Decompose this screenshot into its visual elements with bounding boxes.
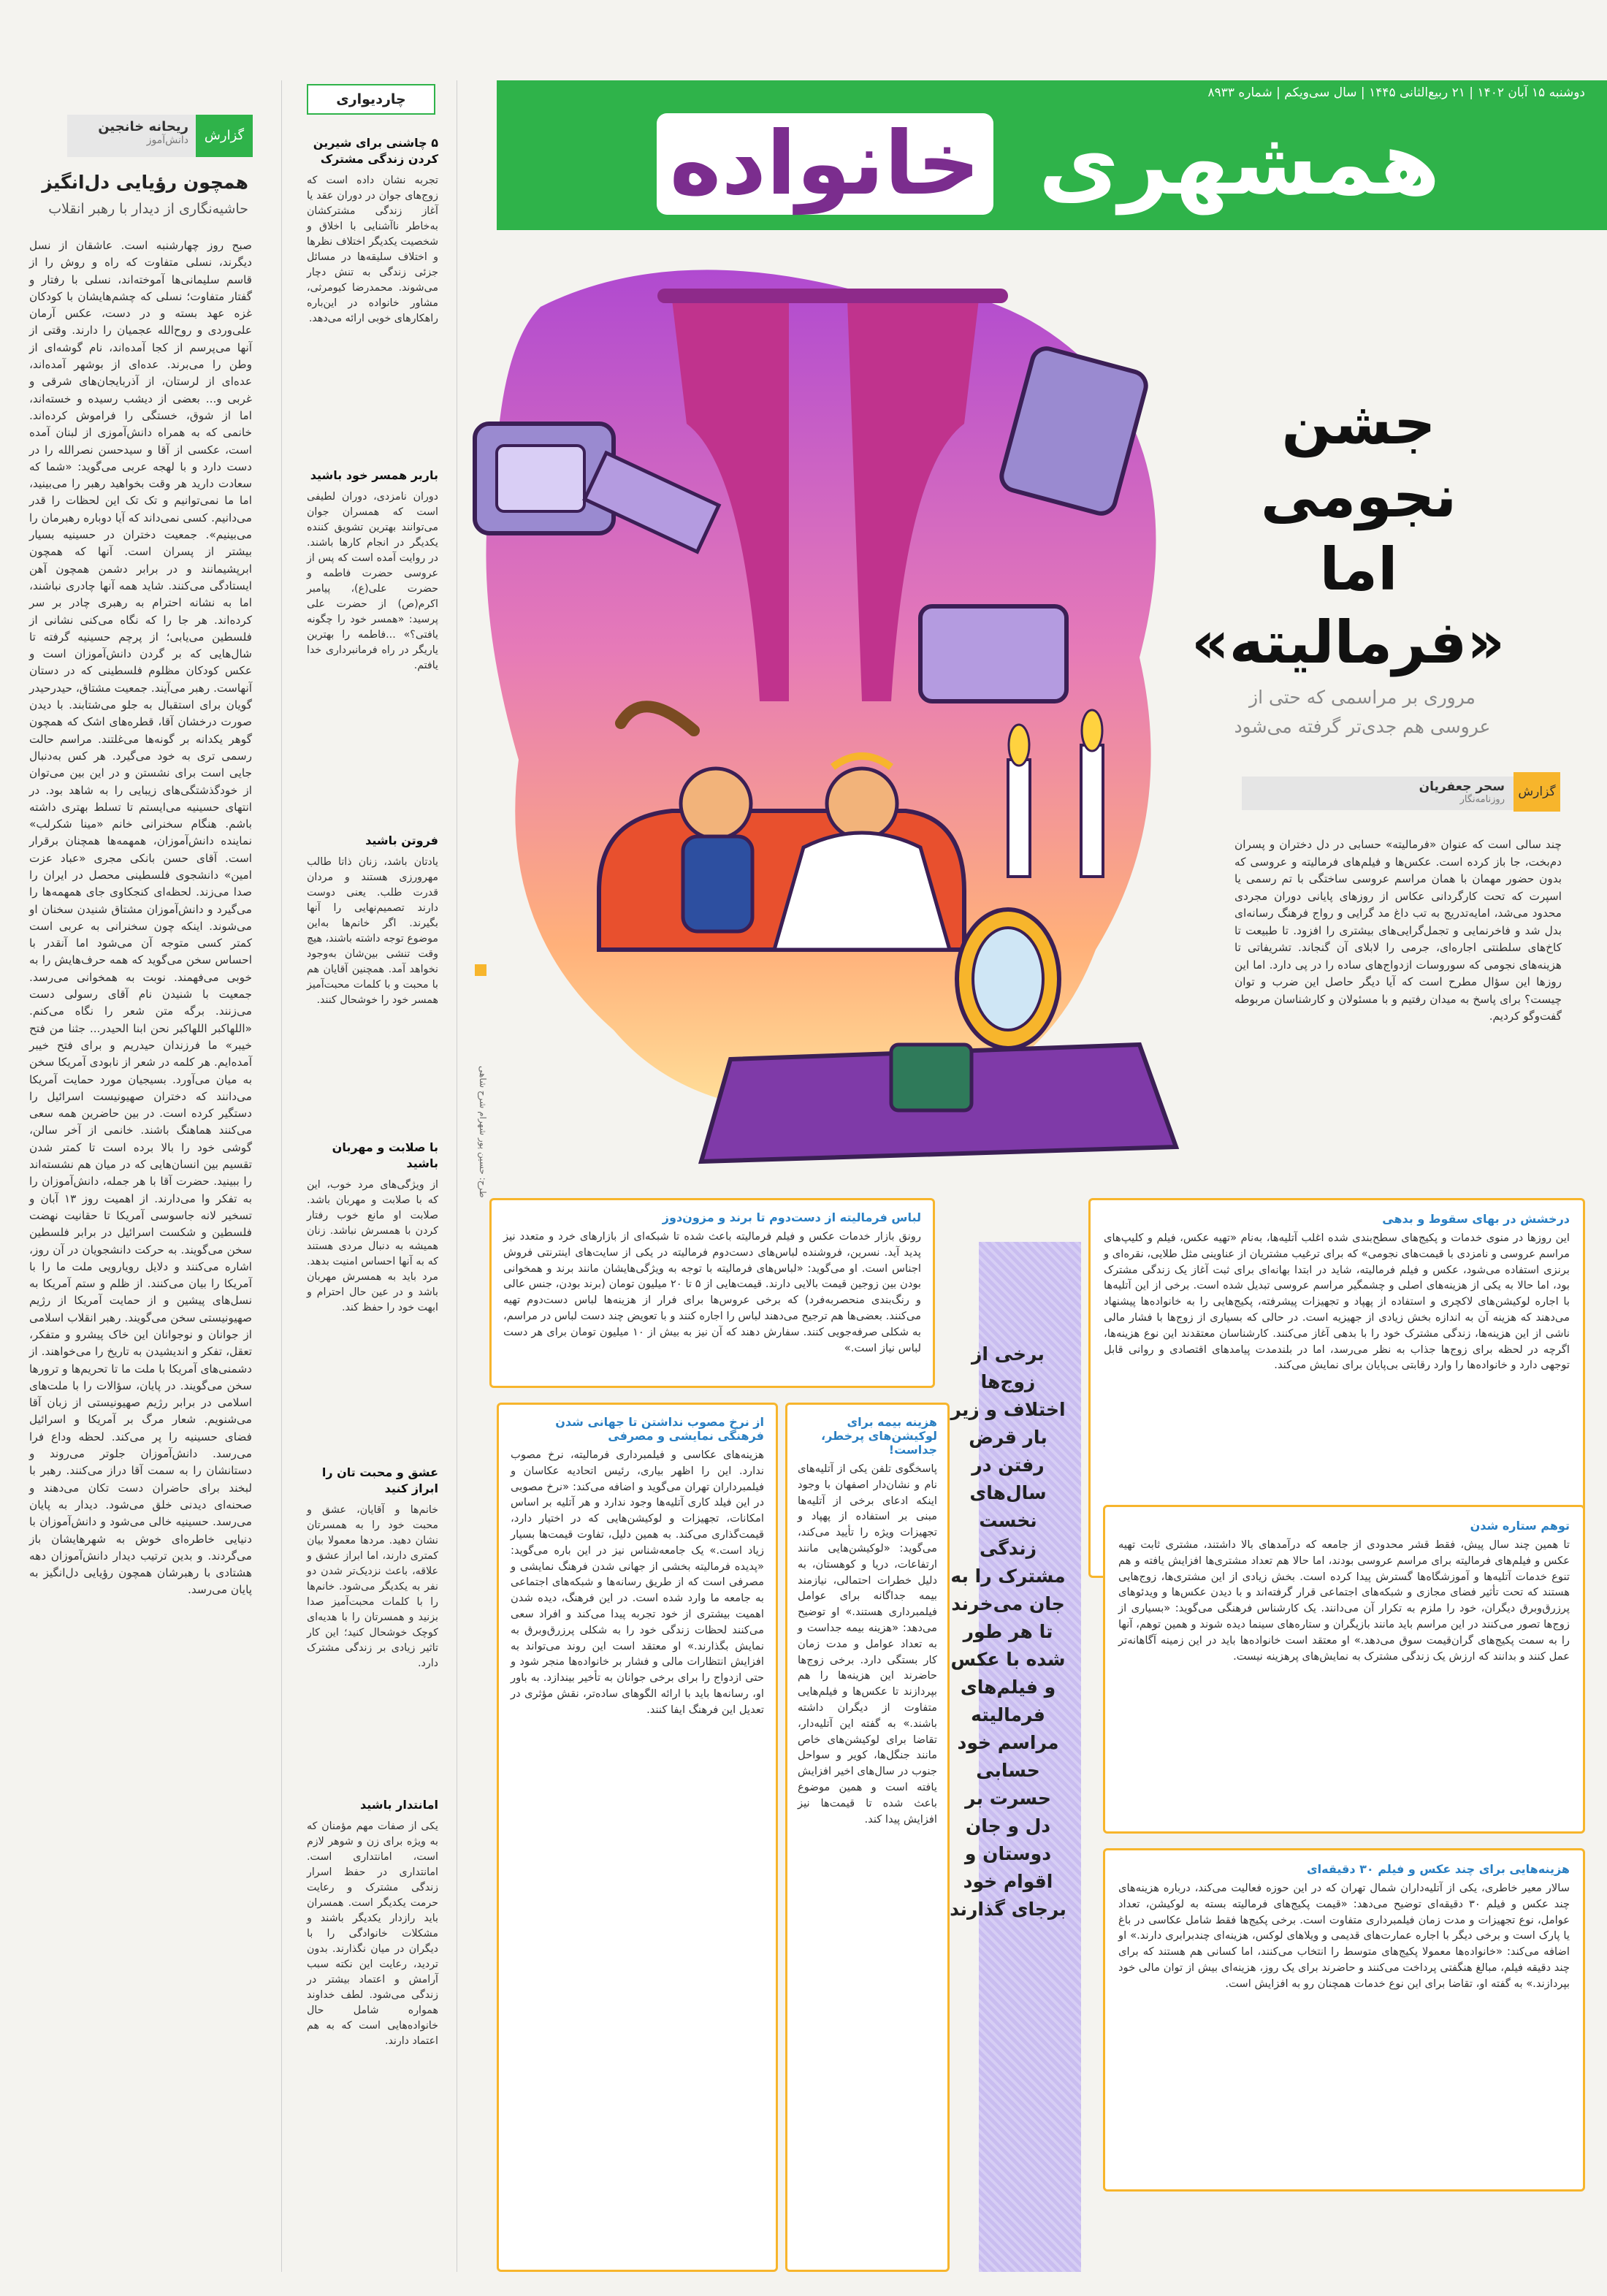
report-title: همچون رؤیایی دل‌انگیز (42, 172, 248, 193)
chardivari-item-body: خانم‌ها و آقایان، عشق و محبت خود را به همسرتان نشان دهید. مردها معمولا بیان کمتری دارند، اما ابراز عشق و علاقه، باعث نزدیک‌تر شدن دو نفر به یکدیگر می‌شود. خانم‌ها را با کلمات محبت‌آمیز صدا بزنید و همسرتان را با هدیه‌ای کوچک خوشحال کنید؛ این کار تاثیر زیادی بر زندگی مشترک دارد. (307, 1504, 438, 1669)
logo-word-khanevadeh: خانواده (657, 113, 993, 215)
bride-head (827, 768, 897, 839)
box-title: هزینه‌هایی برای چند عکس و فیلم ۳۰ دقیقه‌ای (1307, 1862, 1570, 1876)
box-title: لباس فرمالیته از دست‌دوم تا برند و مزون‌دوز (662, 1210, 921, 1224)
box-body: پاسخگوی تلفن یکی از آتلیه‌های نام و نشان‌دار اصفهان با وجود اینکه ادعای برخی از آتلیه‌ها مبنی بر استفاده از پهپاد و تجهیزات ویژه را تأیید می‌کند، می‌گوید: «لوکیشن‌هایی مانند ارتفاعات، دریا و کوهستان، به دلیل خطرات احتمالی، نیازمند بیمه جداگانه برای عوامل فیلمبرداری هستند.» او توضیح می‌دهد: «هزینه بیمه جداست و به تعداد عوامل و مدت زمان کار بستگی دارد. برخی زوج‌ها حاضرند این هزینه‌ها را هم بپردازند تا عکس‌ها و فیلم‌هایی متفاوت از دیگران داشته باشند.» به گفته این آتلیه‌دار، تقاضا برای لوکیشن‌های خاص مانند جنگل‌ها، کویر و سواحل جنوب در سال‌های اخیر افزایش یافته است و همین موضوع باعث شده تا قیمت‌ها نیز افزایش پیدا کند. (798, 1462, 937, 1826)
chardivari-item-body: تجربه نشان داده است که زوج‌های جوان در دوران عقد یا آغاز زندگی مشترکشان به‌خاطر ناآشنایی با اخلاق و شخصیت یکدیگر اختلاف نظرها و اختلاف سلیقه‌ها در مسائل جزئی زندگی به تنش دچار می‌شوند. محمدرضا کیومرثی، مشاور خانواده در این‌باره راهکارهای خوبی ارائه می‌دهد. (307, 175, 438, 324)
chardivari-item-title: با صلابت و مهربان باشید (332, 1140, 438, 1170)
box-hazineh-chand (1103, 1848, 1585, 2192)
column-divider (281, 80, 282, 2272)
report-author-role: دانش‌آموز (146, 134, 188, 146)
main-report-tag: گزارش (1514, 772, 1560, 812)
pull-quote-text: برخی از زوج‌ها اختلاف و زیر بار قرض رفتن در سال‌های نخست زندگی مشترک را به جان می‌خرند تا هر طور شده با عکس و فیلم‌های فرمالیته مراسم خود حسابی حسرت بر دل و جان دوستان و اقوام خود برجای گذارند (950, 1343, 1066, 1920)
illustration-credit: طرح: حسین پور شهرام شرح شاهی (478, 1066, 488, 1198)
main-byline (1242, 777, 1514, 810)
box-body: سالار معیر خاطری، یکی از آتلیه‌داران شمال تهران که در این حوزه فعالیت می‌کند، درباره هزینه‌های چند عکس و فیلم ۳۰ دقیقه‌ای توضیح می‌دهد: «قیمت پکیج‌های فرمالیته بسته به لوکیشن، تعداد عوامل، نوع تجهیزات و مدت زمان فیلمبرداری متفاوت است. برخی پکیج‌ها فقط شامل عکاسی در باغ یا پارک است و برخی دیگر با اجاره عمارت‌های قدیمی و ویلاهای لوکس، هزینه‌ای چندبرابری دارند.» او اضافه می‌کند: «خانواده‌ها معمولا پکیج‌های متوسط را انتخاب می‌کنند، اما کسانی هم هستند که برای چند دقیقه فیلم، مبالغ هنگفتی پرداخت می‌کنند و حاضرند برای یک روز، هزینه‌ای بیش از توان مالی خود بپردازند.» به گفته او، تقاضا برای این نوع خدمات همچنان رو به افزایش است. (1118, 1882, 1570, 1990)
report-subtitle: حاشیه‌نگاری از دیدار با رهبر انقلاب (48, 201, 248, 217)
report-tag: گزارش (196, 115, 253, 157)
box-title: درخشش در بهای سقوط و بدهی (1382, 1212, 1570, 1226)
main-body: چند سالی است که عنوان «فرمالیته» حسابی در دل دختران و پسران دم‌بخت، جا باز کرده است. عکس‌ها و فیلم‌های فرمالیته و عروسی که بدون حضور مهمان با همان مراسم عروسی ساختگی با تم رسمی یا اسپرت که تحت کارگردانی عکاس از روزهای پایانی دوران مجردی محدود می‌شد، امایه‌تدریج به تب داغ مد گرایی و رواج فرهنگ رسانه‌ای بدل شد و فاخرنمایی و تجمل‌گرایی‌های بیشتری را افزود. تا طبیعت تا کاخ‌های سلطنتی اجاره‌ای، جرمی را لابلای آن گنجاند. تشریفاتی تا هزینه‌های نجومی که سوروسات ازدواج‌های ساده را در پی دارد. اما این روزها این سؤال مطرح است که آیا دیگر حاصل این ضرب و توان چیست؟ برای پاسخ به میدان رفتیم و با مسئولان و کارشناسان مربوطه گفت‌وگو کردیم. (1234, 838, 1562, 1023)
main-lead: مروری بر مراسمی که حتی از عروسی هم جدی‌تر گرفته می‌شود (1234, 687, 1491, 737)
box-title: توهم ستاره شدن (1470, 1519, 1570, 1533)
chardivari-item-body: از ویژگی‌های مرد خوب، این که با صلابت و مهربان باشد. صلابت او مانع خوب رفتار کردن با همسرش نباشد. زنان همیشه به دنبال مردی هستند که به آنها احساس امنیت بدهد. مرد باید به همسرش مهربان باشد و در عین حال احترام و ابهت خود را حفظ کند. (307, 1179, 438, 1313)
mirror (957, 909, 1059, 1048)
chardivari-item (307, 1140, 438, 1316)
groom-suit (683, 836, 752, 931)
box-nerkh (497, 1403, 778, 2272)
report-byline (67, 115, 196, 157)
masthead-date: دوشنبه ۱۵ آبان ۱۴۰۲ | ۲۱ ربیع‌الثانی ۱۴۴۵ | سال سی‌ویکم | شماره ۸۹۳۳ (1207, 85, 1585, 100)
box-title: از نرخ مصوب نداشتن تا جهانی شدن فرهنگی نمایشی و مصرفی (555, 1415, 764, 1443)
groom-head (681, 768, 751, 839)
main-author-role: روزنامه‌نگار (1459, 794, 1505, 805)
chardivari-item (307, 833, 438, 1008)
chardivari-item-title: امانتدار باشید (360, 1798, 438, 1812)
box-body: هزینه‌های عکاسی و فیلمبرداری فرمالیته، نرخ مصوب ندارد. این را اظهر بیاری، رئیس اتحادیه عکاسان و فیلمبرداران تهران می‌گوید و اضافه می‌کند: «نرخ مصوبی در این فیلد کاری آتلیه‌ها وجود ندارد و هر آتلیه بر اساس امکانات، تجهیزات و لوکیشن‌هایی که در اختیار دارد، قیمت‌گذاری می‌کند. به همین دلیل، تفاوت قیمت‌ها بسیار زیاد است.» یک جامعه‌شناس نیز در این باره می‌گوید: «پدیده فرمالیته بخشی از جهانی شدن فرهنگ نمایشی و مصرفی است که از طریق رسانه‌ها و شبکه‌های اجتماعی به جامعه ما وارد شده است. در این فرهنگ، دیده شدن اهمیت بیشتری از خود تجربه پیدا می‌کند و افراد سعی می‌کنند لحظات زندگی خود را به شکلی پرزرق‌وبرق به نمایش بگذارند.» او معتقد است این روند می‌تواند به افزایش انتظارات مالی و فشار بر خانواده‌ها منجر شود و حتی ازدواج را برای برخی جوانان به تأخیر بیندازد. به باور او، رسانه‌ها باید با ارائه الگوهای ساده‌تر، نقش مؤثری در تعدیل این فرهنگ ایفا کنند. (511, 1449, 764, 1716)
box-lebas (489, 1198, 935, 1388)
chardivari-item-title: ۵ چاشنی برای شیرین کردن زندگی مشترک (313, 136, 438, 166)
main-author: سحر جعفریان (1419, 779, 1505, 794)
wedding-cartoon-illustration (453, 248, 1183, 1220)
main-headline: جشن نجومی اما «فرمالیته» (1191, 389, 1505, 676)
chardivari-item (307, 135, 438, 327)
chardivari-item-body: دوران نامزدی، دوران لطیفی است که همسران جوان می‌توانند بهترین تشویق کننده یکدیگر در انجام کارها باشند. در روایت آمده است که پس از عروسی حضرت فاطمه و حضرت علی(ع)، پیامبر اکرم(ص) از حضرت علی پرسید: «همسر خود را چگونه یافتی؟» ...فاطمه را بهترین یاریگر در راه فرمانبرداری خدا یافتم. (307, 491, 438, 671)
chardivari-item (307, 1465, 438, 1671)
chardivari-item-body: یکی از صفات مهم مؤمنان که به ویژه برای زن و شوهر لازم است، امانتداری است. امانتداری در حفظ اسرار زندگی مشترک و رعایت حرمت یکدیگر است. همسران باید رازدار یکدیگر باشند و مشکلات خانوادگی را با دیگران در میان نگذارند. بدون تردید، رعایت این نکته سبب آرامش و اعتماد بیشتر در زندگی می‌شود. لطف خداوند همواره شامل حال خانواده‌هایی است که به هم اعتماد دارند. (307, 1820, 438, 2047)
report-body: صبح روز چهارشنبه است. عاشقان از نسل دیگرند، نسلی متفاوت که راه و روش را از قاسم سلیمانی‌ها آموخته‌اند، نسلی با رفتار و گفتار متفاوت؛ نسلی که چشم‌هایشان با کودکان غزه عهد بسته و در دست، عکس آرمان علی‌وردی و روح‌الله عجمیان را دارند. وقتی از آنها می‌پرسم از کجا آمده‌اند، نام گوشه‌ای از وطن را می‌برند. عده‌ای از بوشهر آمده‌اند، عده‌ای از لرستان، از آذربایجان‌های شرقی و غربی و... بعضی از دیشب رسیده و خسته‌اند، اما از شوق، خستگی را فراموش کرده‌اند. خانمی که به همراه دانش‌آموزی از لبنان آمده است، عکسی از آقا و سیدحسن نصرالله را در دست دارد و با لهجه عربی می‌گوید: «شما که سعادت دارید هر وقت بخواهید رهبر را می‌بینید، اما ما نمی‌توانیم و تک تک این لحظات را قدر می‌دانیم. کسی نمی‌داند که آیا دوباره رهبرمان را می‌بینیم». جمعیت دختران در حسینیه بسیار بیشتر از پسران است. آنها که همچون ابرپشیمانند و در برابر دشمن همچون آهن ایستادگی می‌کنند. شاید همه آنها چادری نباشند، اما به نشانه احترام به رهبری چادر بر سر کرده‌اند. هر جا را که نگاه می‌کنی نشانی از فلسطین می‌یابی؛ از پرچم حسینیه گرفته تا شال‌هایی که بر گردن دانش‌آموزان است و عکس کودکان مظلوم فلسطینی که در دستان آنهاست. رهبر می‌آیند. جمعیت مشتاق، حیدرحیدر گویان برای استقبال به جلو می‌شتابند. با دیدن صورت درخشان آقا، قطره‌های اشک که همچون گوهر یکدانه بر گونه‌ها می‌غلتند. مراسم حالت رسمی تری به خود می‌گیرد. هر کس به‌دنبال جایی است برای نشستن و در این بین می‌توان از خودگذشتگی‌های زیبایی را به شاهد بود. در انتهای حسینیه می‌ایستم تا تسلط بهتری داشته باشم. هنگام سخنرانی خانم «مینا شکرلب» نماینده دانش‌آموزان، همهمه‌ها همچنان برقرار است. آقای حسن بانکی مجری «عباد عزت امین» دانشجوی فلسطینی محصل در ایران را صدا می‌زند. لحظه‌ای کنجکاوی جای همهمه‌ها را می‌گیرد و دانش‌آموزان مشتاق شنیدن سخنان او می‌شوند. اینکه چون سخنرانی به عربی است کمتر کسی متوجه آن می‌شود اما آنقدر با احساس سخن می‌گوید که همه حرف‌هایش را به خوبی می‌فهمند. نوبت به همخوانی می‌رسد. جمعیت با شنیدن نام آقای رسولی دست می‌زنند. برگه متن شعر را نگاه می‌کنم. «اللهاکبر اللهاکبر نحن ابنا الحیدر... جثنا من فتح خیبر» ما فرزندان حیدریم و برای فتح خیبر آمده‌ایم. هر کلمه در شعر از نابودی آمریکا سخن به میان می‌آورد. بسیجیان مورد حمایت آمریکا می‌دانند که دختران صهیونیست اسرائیل را دستگیر کرده است. در بین حاضرین همه سعی می‌کنند هماهنگ باشند. خانمی از آخر سالن، گوشی خود را بالا برده است تا کمتر شدن تقسیم بین انسان‌هایی که در میان هم نشسته‌اند را ببینید. حضرت آقا با هر جمله، دانش‌آموزان را به تفکر وا می‌دارند. از اهمیت روز ۱۳ آبان و تسخیر لانه جاسوسی آمریکا تا حقانیت نهضت فلسطین و شکست اسرائیل در برابر فلسطین سخن می‌گویند. به حرکت دانشجویان در آن روز، اشاره می‌کنند و دلایل رویارویی ملت ما را با آمریکا را بیان می‌کنند. از ظلم و ستم آمریکا به نسل‌های پیشین و از حمایت آمریکا از رژیم صهیونیستی سخن می‌گویند. رهبر انقلاب اسلامی از جوانان و نوجوانان این خاک پیشرو و متفکر، تعقل، تفکر و اندیشیدن به تاریخ را می‌خواهند. از دشمنی‌های آمریکا با ملت ما تا تحریم‌ها و ترورها سخن می‌گویند. در پایان، سؤالات را با ملت‌های اسلامی در برابر رژیم صهیونیستی از زبان آقا می‌شنویم. شعار مرگ بر آمریکا و اسرائیل فضای حسینیه را پر می‌کند. لحظه وداع فرا می‌رسد. دانش‌آموزان جلوتر می‌روند و دستانشان را به سمت آقا دراز می‌کنند. رهبر با لبخند برای حاضران دست تکان می‌دهند و صحنه‌ای دیدنی خلق می‌شود. دیدار به پایان می‌رسد. حسینیه خالی می‌شود و دانش‌آموزان با دنیایی خاطره‌ای خوش به شهرهایشان باز می‌گردند. و بدین ترتیب دیدار دانش‌آموزان دهه هشتادی با رهبرشان همچون رؤیایی دل‌انگیز به پایان می‌رسد. (29, 239, 252, 1597)
masthead-logo (511, 102, 1585, 226)
box-body: این روزها در منوی خدمات و پکیج‌های سطح‌بندی شده اغلب آتلیه‌ها، به‌نام «تهیه عکس، فیلم و کلیپ‌های مراسم عروسی و نامزدی با قیمت‌های نجومی» که برای ترغیب مشتریان از عناوینی مثل طلایی، نقره‌ای و برنزی استفاده می‌شود، عکس و فیلم فرمالیته، شاید در ابتدا بهانه‌ای برای ثبت آغاز یک زندگی مشترک بود، اما حالا به یکی از هزینه‌های اصلی و چشمگیر مراسم عروسی تبدیل شده است. برخی از این آتلیه‌ها با اجاره لوکیشن‌های لاکچری و استفاده از پهپاد و تجهیزات پیشرفته، پکیج‌هایی را به خانواده‌ها پیشنهاد می‌دهند که هزینه آن به اندازه بخش زیادی از جهیزیه است. در حالی که بسیاری از زوج‌ها با فشار مالی ناشی از این هزینه‌ها، زندگی مشترک خود را با بدهی آغاز می‌کنند. کارشناسان معتقدند این نوع هزینه‌ها، اگرچه در لحظه برای زوج‌ها جذاب به نظر می‌رسد، اما در بلندمدت پیامدهای اقتصادی و روانی قابل توجهی دارد و خانواده‌ها را وارد رقابتی بی‌پایان برای نمایش می‌کند. (1104, 1232, 1570, 1372)
chardivari-item-title: فروتن باشید (365, 834, 438, 847)
chardivari-item (307, 468, 438, 674)
chardivari-item (307, 1797, 438, 2049)
chardivari-item-body: یادتان باشد، زنان ذاتا طالب مهرورزی هستند و مردان قدرت طلب. یعنی دوست دارند تصمیم‌نهایی را آنها بگیرند. اگر خانم‌ها به‌این موضوع توجه داشته باشند، هیچ وقت تنشی بین‌شان به‌وجود نخواهد آمد. همچنین آقایان هم با محبت و با کلمات محبت‌آمیز همسر خود را خوشحال کنند. (307, 856, 438, 1006)
chardivari-item-title: عشق و محبت تان را ابراز کنید (321, 1465, 438, 1495)
report-author: ریحانه خانجین (98, 119, 188, 134)
box-tavahom (1103, 1505, 1585, 1834)
logo-word-hamshahri: همشهری (1038, 113, 1440, 215)
box-hazineh-bimeh (785, 1403, 950, 2272)
curtain-rod (657, 289, 1008, 303)
box-body: رونق بازار خدمات عکس و فیلم فرمالیته باعث شده تا شبکه‌ای از بازارهای خرد و متعدد نیز پدید آید. نسرین، فروشنده لباس‌های دست‌دوم فرمالیته در یکی از سایت‌های اینترنتی فروش اجناس است. او می‌گوید: «لباس‌های فرمالیته با توجه به ویژگی‌هایشان مانند برند و همخوانی بودن بین زوجین قیمت بالایی دارند. قیمت‌هایی از ۵ تا ۲۰ میلیون تومان (برند بودن، جنس عالی و رنگ‌بندی منحصربه‌فرد) که برخی عروس‌ها برای فرار از هزینه‌ها لباس دست‌دوم تهیه می‌کنند. بعضی‌ها هم ترجیح می‌دهند لباس را اجاره کنند و با تعویض چند دست لباس در مراسم، به شکلی صرفه‌جویی کنند. سفارش دهند که آن نیز به بیش از ۱۰ میلیون تومان برای هر دست لباس نیاز است.» (503, 1230, 921, 1354)
box-body: تا همین چند سال پیش، فقط قشر محدودی از جامعه که درآمدهای بالا داشتند، مشتری ثابت تهیه عکس و فیلم‌های فرمالیته برای مراسم عروسی بودند، اما حالا هم تعداد مشتری‌ها افزایش یافته و هم تنوع خدمات آتلیه‌ها و آموزشگاه‌ها گسترش پیدا کرده است. بخش زیادی از این مشتری‌ها، زوج‌هایی هستند که تحت تأثیر فضای مجازی و شبکه‌های اجتماعی قرار گرفته‌اند و با دیدن عکس‌ها و ویدئوهای پرزرق‌وبرق دیگران، خود را ملزم به تکرار آن می‌دانند. یک کارشناس فرهنگی می‌گوید: «بسیاری از زوج‌ها تصور می‌کنند در این مراسم باید مانند بازیگران و ستاره‌های سینما دیده شوند و همین توهم، آنها را به سمت پکیج‌های گران‌قیمت سوق می‌دهد.» او معتقد است خانواده‌ها باید در این زمینه آگاهانه‌تر عمل کنند و بدانند که ارزش یک زندگی مشترک به نمایش‌های پرهزینه نیست. (1118, 1538, 1570, 1663)
chardivari-header: چاردیواری (307, 84, 435, 115)
chardivari-item-title: باربر همسر خود باشید (310, 468, 438, 482)
box-title: هزینه بیمه برای لوکیشن‌های پرخطر، جداست! (821, 1415, 937, 1457)
quran-book (891, 1045, 972, 1110)
